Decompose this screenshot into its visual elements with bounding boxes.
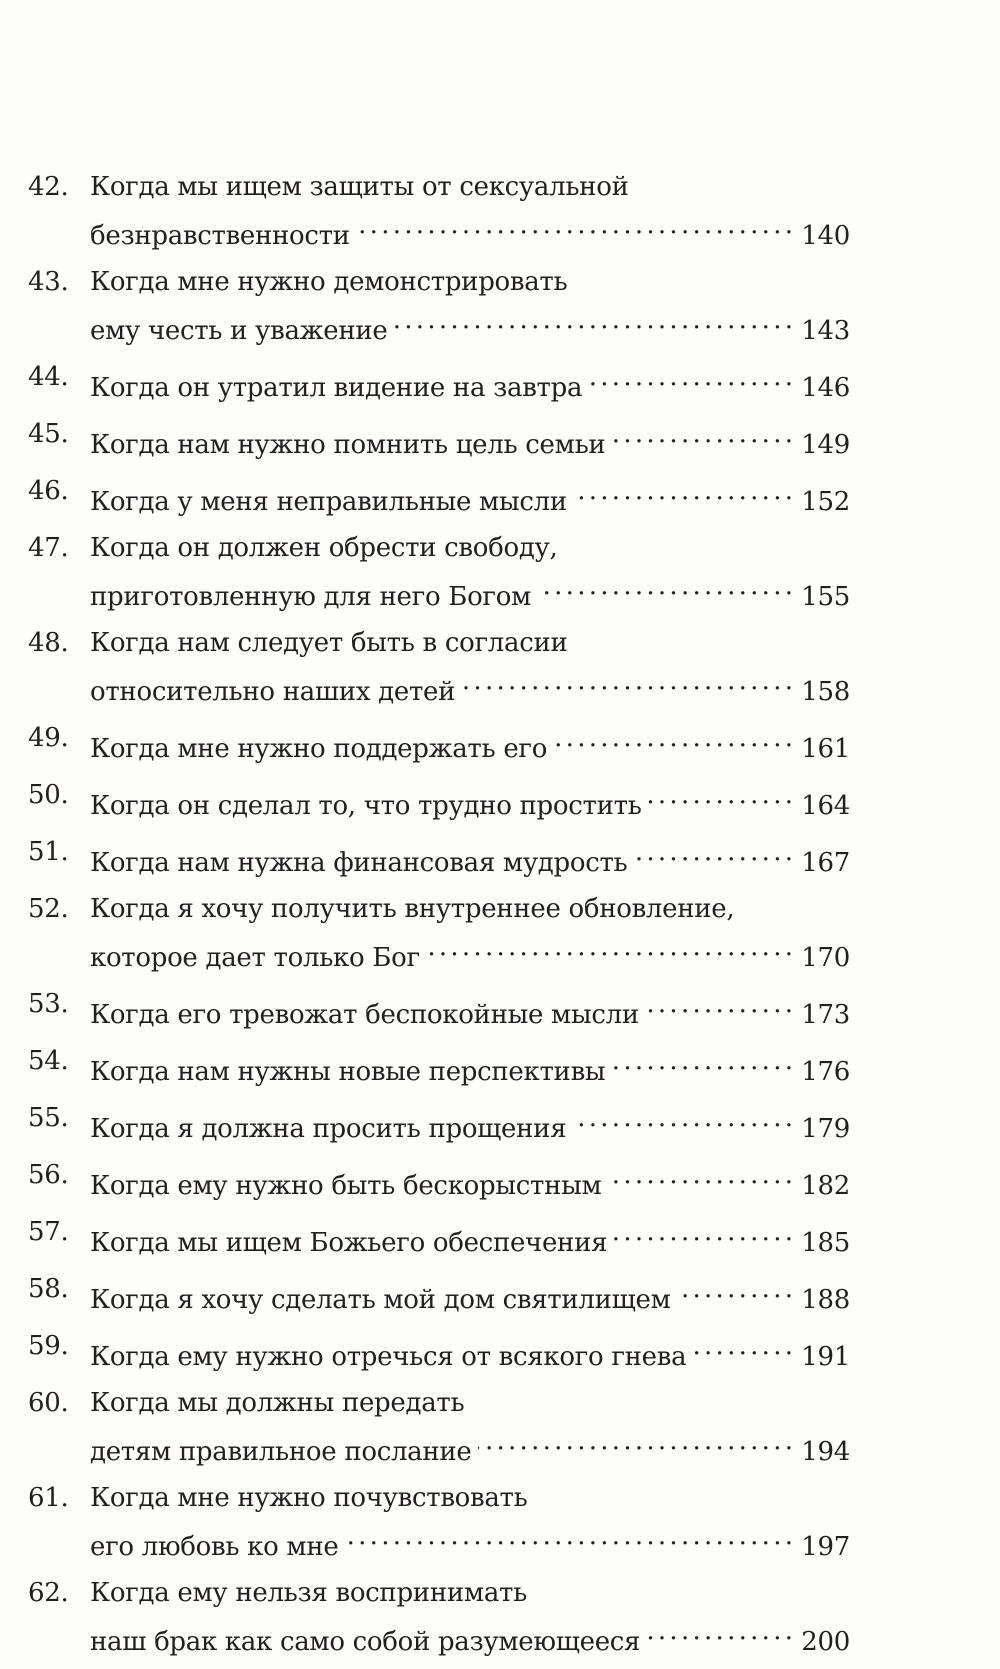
page-number: 182	[801, 1171, 850, 1201]
entry-number: 48.	[28, 628, 69, 658]
toc-entry	[28, 1384, 850, 1471]
toc-entry	[28, 776, 850, 825]
dot-leader	[461, 662, 792, 700]
page-number: 152	[801, 487, 850, 517]
toc-entry	[28, 529, 850, 616]
toc-entry	[28, 1042, 850, 1091]
entry-body	[90, 1156, 850, 1205]
entry-number: 59.	[28, 1331, 69, 1361]
entry-title-line: детям правильное послание	[90, 1437, 472, 1467]
entry-title-line: Когда нам нужны новые перспективы	[90, 1057, 606, 1087]
entry-number: 49.	[28, 723, 69, 753]
entry-title-line: Когда его тревожат беспокойные мысли	[90, 1000, 639, 1030]
entry-body	[90, 890, 850, 977]
toc-entry	[28, 472, 850, 521]
toc-entry	[28, 263, 850, 350]
entry-body	[90, 833, 850, 882]
page-number: 200	[801, 1627, 850, 1657]
page-number: 164	[801, 791, 850, 821]
page-number: 161	[801, 734, 850, 764]
entry-number: 43.	[28, 267, 69, 297]
entry-title-line: относительно наших детей	[90, 677, 456, 707]
entry-number: 46.	[28, 476, 69, 506]
dot-leader	[611, 1042, 792, 1080]
entry-number: 47.	[28, 533, 69, 563]
entry-body	[90, 1042, 850, 1091]
entry-body	[90, 358, 850, 407]
dot-leader	[607, 1156, 792, 1194]
entry-title-line: Когда я хочу получить внутреннее обновление,	[90, 894, 735, 924]
entry-title-line: Когда ему нужно отречься от всякого гнева	[90, 1342, 687, 1372]
toc-entry	[28, 415, 850, 464]
entry-number: 62.	[28, 1578, 69, 1608]
entry-number: 58.	[28, 1274, 69, 1304]
entry-body	[90, 168, 850, 255]
entry-number: 61.	[28, 1483, 69, 1513]
entry-title-line: Когда он утратил видение на завтра	[90, 373, 583, 403]
entry-number: 42.	[28, 172, 69, 202]
entry-title-line: Когда нам следует быть в согласии	[90, 628, 568, 658]
entry-body	[90, 1213, 850, 1262]
page-number: 197	[801, 1532, 850, 1562]
entry-title-line: Когда мы ищем Божьего обеспечения	[90, 1228, 608, 1258]
entry-title-line: приготовленную для него Богом	[90, 582, 532, 612]
dot-leader	[356, 206, 792, 244]
entry-body	[90, 776, 850, 825]
entry-title-line: Когда нам нужно помнить цель семьи	[90, 430, 606, 460]
entry-body	[90, 1574, 850, 1661]
entry-number: 45.	[28, 419, 69, 449]
dot-leader	[633, 833, 792, 871]
dot-leader	[478, 1422, 792, 1460]
page-number: 167	[801, 848, 850, 878]
toc-entry	[28, 168, 850, 255]
dot-leader	[588, 358, 792, 396]
page-number: 146	[801, 373, 850, 403]
page-number: 191	[801, 1342, 850, 1372]
entry-number: 60.	[28, 1388, 69, 1418]
toc-entry	[28, 1099, 850, 1148]
page-number: 143	[801, 316, 850, 346]
entry-body	[90, 472, 850, 521]
toc-entry	[28, 624, 850, 711]
entry-number: 44.	[28, 362, 69, 392]
entry-title-line: Когда мы ищем защиты от сексуальной	[90, 172, 629, 202]
entry-body	[90, 624, 850, 711]
entry-title-line: его любовь ко мне	[90, 1532, 339, 1562]
entry-body	[90, 1270, 850, 1319]
page-number: 158	[801, 677, 850, 707]
entry-body	[90, 1479, 850, 1566]
page-number: 140	[801, 221, 850, 251]
dot-leader	[648, 776, 792, 814]
page-number: 170	[801, 943, 850, 973]
entry-title-line: Когда мы должны передать	[90, 1388, 465, 1418]
toc-entry	[28, 1213, 850, 1262]
dot-leader	[613, 1213, 792, 1251]
entry-number: 57.	[28, 1217, 69, 1247]
entry-body	[90, 1327, 850, 1376]
entry-title-line: Когда у меня неправильные мысли	[90, 487, 567, 517]
entry-title-line: Когда нам нужна финансовая мудрость	[90, 848, 628, 878]
entry-title-line: ему честь и уважение	[90, 316, 388, 346]
page-number: 155	[801, 582, 850, 612]
entry-number: 56.	[28, 1160, 69, 1190]
entry-body	[90, 985, 850, 1034]
table-of-contents	[28, 168, 850, 1669]
page-number: 173	[801, 1000, 850, 1030]
toc-entry	[28, 1574, 850, 1661]
entry-title-line: которое дает только Бог	[90, 943, 420, 973]
page-number: 185	[801, 1228, 850, 1258]
page-number: 149	[801, 430, 850, 460]
toc-entry	[28, 1270, 850, 1319]
entry-title-line: Когда он сделал то, что трудно простить	[90, 791, 642, 821]
entry-body	[90, 1099, 850, 1148]
dot-leader	[692, 1327, 792, 1365]
page-number: 188	[801, 1285, 850, 1315]
entry-title-line: Когда ему нужно быть бескорыстным	[90, 1171, 602, 1201]
dot-leader	[426, 928, 792, 966]
entry-number: 55.	[28, 1103, 69, 1133]
entry-title-line: Когда мне нужно поддержать его	[90, 734, 548, 764]
toc-entry	[28, 985, 850, 1034]
entry-body	[90, 415, 850, 464]
entry-body	[90, 529, 850, 616]
dot-leader	[645, 985, 792, 1023]
entry-body	[90, 1384, 850, 1471]
entry-title-line: Когда мне нужно демонстрировать	[90, 267, 568, 297]
entry-number: 53.	[28, 989, 69, 1019]
dot-leader	[344, 1517, 792, 1555]
dot-leader	[394, 301, 793, 339]
entry-title-line: Когда я хочу сделать мой дом святилищем	[90, 1285, 671, 1315]
dot-leader	[646, 1612, 792, 1650]
page-number: 176	[801, 1057, 850, 1087]
dot-leader	[572, 1099, 792, 1137]
page-number: 179	[801, 1114, 850, 1144]
toc-entry	[28, 719, 850, 768]
entry-body	[90, 719, 850, 768]
entry-title-line: Когда мне нужно почувствовать	[90, 1483, 528, 1513]
entry-number: 50.	[28, 780, 69, 810]
entry-body	[90, 263, 850, 350]
toc-entry	[28, 1327, 850, 1376]
dot-leader	[573, 472, 792, 510]
dot-leader	[553, 719, 792, 757]
entry-title-line: безнравственности	[90, 221, 350, 251]
toc-entry	[28, 358, 850, 407]
entry-title-line: наш брак как само собой разумеющееся	[90, 1627, 641, 1657]
toc-entry	[28, 833, 850, 882]
entry-title-line: Когда ему нельзя воспринимать	[90, 1578, 527, 1608]
entry-number: 52.	[28, 894, 69, 924]
page-number: 194	[801, 1437, 850, 1467]
dot-leader	[677, 1270, 792, 1308]
entry-number: 54.	[28, 1046, 69, 1076]
entry-number: 51.	[28, 837, 69, 867]
dot-leader	[537, 567, 792, 605]
dot-leader	[611, 415, 792, 453]
toc-entry	[28, 1479, 850, 1566]
toc-entry	[28, 890, 850, 977]
entry-title-line: Когда он должен обрести свободу,	[90, 533, 558, 563]
entry-title-line: Когда я должна просить прощения	[90, 1114, 567, 1144]
toc-entry	[28, 1156, 850, 1205]
